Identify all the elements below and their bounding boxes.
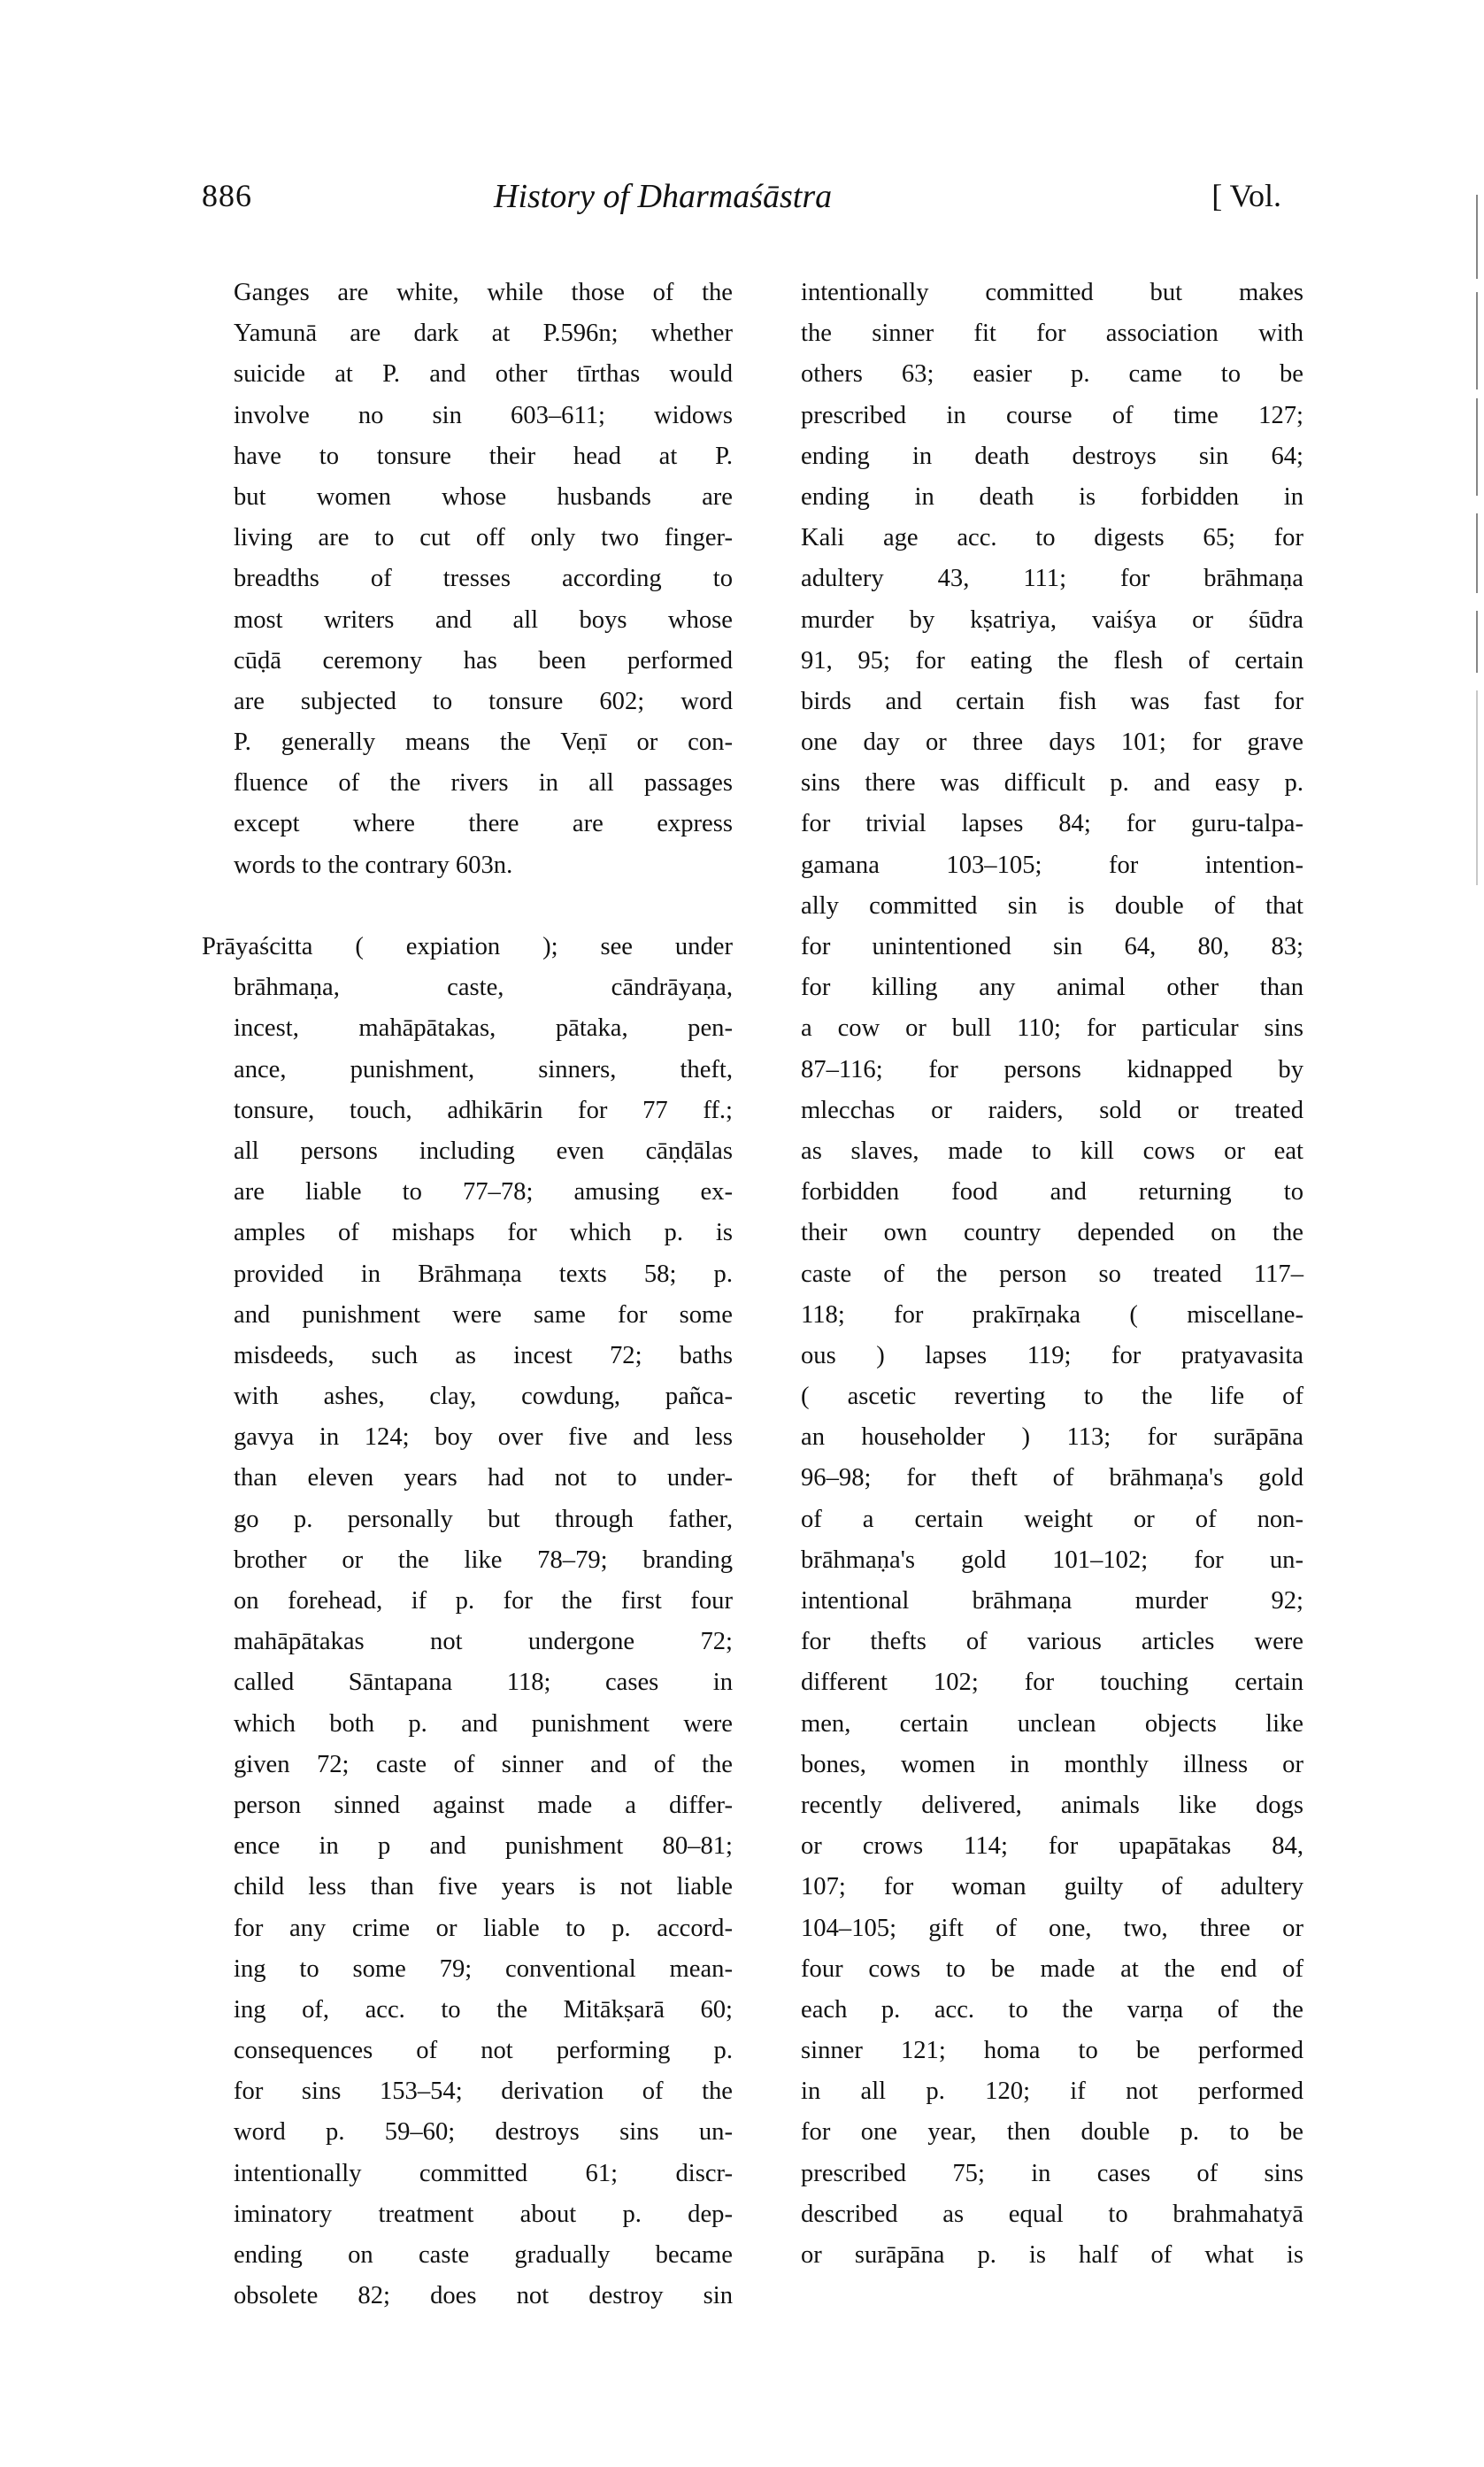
text-line: are liable to 77–78; amusing ex-: [234, 1178, 733, 1207]
text-line: for any crime or liable to p. accord-: [234, 1914, 733, 1942]
text-line: caste of the person so treated 117–: [801, 1260, 1303, 1288]
text-line: 118; for prakīrṇaka ( miscellane-: [801, 1300, 1303, 1329]
text-line: as slaves, made to kill cows or eat: [801, 1137, 1303, 1165]
scan-edge-mark: [1476, 195, 1478, 279]
text-line: called Sāntapana 118; cases in: [234, 1669, 733, 1697]
text-line: words to the contrary 603n.: [234, 851, 513, 879]
text-line: prescribed in course of time 127;: [801, 401, 1303, 429]
text-line: forbidden food and returning to: [801, 1178, 1303, 1207]
text-line: prescribed 75; in cases of sins: [801, 2159, 1303, 2187]
text-line: on forehead, if p. for the first four: [234, 1587, 733, 1615]
text-line: ing to some 79; conventional mean-: [234, 1954, 733, 1983]
text-line: ing of, acc. to the Mitākṣarā 60;: [234, 1995, 733, 2024]
text-line: misdeeds, such as incest 72; baths: [234, 1341, 733, 1369]
scan-edge-mark: [1476, 513, 1478, 593]
text-line: tonsure, touch, adhikārin for 77 ff.;: [234, 1096, 733, 1124]
text-line: their own country depended on the: [801, 1219, 1303, 1247]
text-line: intentionally committed but makes: [801, 279, 1303, 306]
text-line: mlecchas or raiders, sold or treated: [801, 1096, 1303, 1124]
text-line: consequences of not performing p.: [234, 2037, 733, 2065]
text-line: ending on caste gradually became: [234, 2241, 733, 2269]
text-line: brother or the like 78–79; branding: [234, 1546, 733, 1574]
index-entry-continuation: [801, 273, 1303, 2276]
text-line: each p. acc. to the varṇa of the: [801, 1995, 1303, 2024]
text-line: Kali age acc. to digests 65; for: [801, 524, 1303, 552]
scan-edge-mark: [1476, 292, 1478, 389]
text-line: described as equal to brahmahatyā: [801, 2200, 1303, 2228]
text-line: given 72; caste of sinner and of the: [234, 1750, 733, 1778]
text-line: ous ) lapses 119; for pratyavasita: [801, 1341, 1303, 1369]
scan-edge-mark: [1476, 611, 1478, 673]
text-line: cūḍā ceremony has been performed: [234, 646, 733, 675]
text-line: word p. 59–60; destroys sins un-: [234, 2118, 733, 2147]
text-line: go p. personally but through father,: [234, 1505, 733, 1533]
text-line: one day or three days 101; for grave: [801, 729, 1303, 757]
text-line: involve no sin 603–611; widows: [234, 401, 733, 429]
text-line: adultery 43, 111; for brāhmaṇa: [801, 565, 1303, 593]
text-line: most writers and all boys whose: [234, 605, 733, 634]
text-line: obsolete 82; does not destroy sin: [234, 2282, 733, 2310]
index-entry-prayascitta: [202, 927, 733, 2317]
scan-edge-mark: [1476, 690, 1478, 885]
text-line: ending in death destroys sin 64;: [801, 442, 1303, 470]
text-line: Yamunā are dark at P.596n; whether: [234, 320, 733, 348]
text-line: of a certain weight or of non-: [801, 1505, 1303, 1533]
text-line: 96–98; for theft of brāhmaṇa's gold: [801, 1464, 1303, 1492]
text-line: Prāyaścitta ( expiation ); see under: [202, 933, 733, 960]
text-line: for one year, then double p. to be: [801, 2118, 1303, 2147]
volume-mark: [ Vol.: [1211, 178, 1281, 213]
text-line: for thefts of various articles were: [801, 1628, 1303, 1656]
scan-edge-mark: [1476, 398, 1478, 496]
text-line: all persons including even cāṇḍālas: [234, 1137, 733, 1165]
text-line: Ganges are white, while those of the: [234, 279, 733, 306]
text-line: which both p. and punishment were: [234, 1709, 733, 1738]
text-line: ance, punishment, sinners, theft,: [234, 1055, 733, 1083]
text-line: brāhmaṇa's gold 101–102; for un-: [801, 1546, 1303, 1574]
text-line: intentionally committed 61; discr-: [234, 2159, 733, 2187]
text-line: 107; for woman guilty of adultery: [801, 1873, 1303, 1901]
running-head: [202, 177, 1281, 230]
text-line: gamana 103–105; for intention-: [801, 851, 1303, 879]
text-line: others 63; easier p. came to be: [801, 360, 1303, 389]
text-line: in all p. 120; if not performed: [801, 2078, 1303, 2106]
text-line: person sinned against made a differ-: [234, 1791, 733, 1819]
text-line: the sinner fit for association with: [801, 320, 1303, 348]
text-line: or surāpāna p. is half of what is: [801, 2241, 1303, 2269]
text-line: murder by kṣatriya, vaiśya or śūdra: [801, 605, 1303, 634]
text-line: 104–105; gift of one, two, three or: [801, 1914, 1303, 1942]
text-line: ( ascetic reverting to the life of: [801, 1383, 1303, 1411]
text-line: except where there are express: [234, 810, 733, 838]
text-line: sins there was difficult p. and easy p.: [801, 769, 1303, 798]
text-line: are subjected to tonsure 602; word: [234, 687, 733, 715]
text-line: an householder ) 113; for surāpāna: [801, 1423, 1303, 1452]
text-line: fluence of the rivers in all passages: [234, 769, 733, 798]
text-line: but women whose husbands are: [234, 482, 733, 511]
right-column: [801, 273, 1303, 2276]
text-line: for killing any animal other than: [801, 974, 1303, 1002]
text-line: four cows to be made at the end of: [801, 1954, 1303, 1983]
text-line: breadths of tresses according to: [234, 565, 733, 593]
text-line: 87–116; for persons kidnapped by: [801, 1055, 1303, 1083]
text-line: ally committed sin is double of that: [801, 891, 1303, 920]
text-line: iminatory treatment about p. dep-: [234, 2200, 733, 2228]
text-line: ending in death is forbidden in: [801, 482, 1303, 511]
text-line: gavya in 124; boy over five and less: [234, 1423, 733, 1452]
text-line: suicide at P. and other tīrthas would: [234, 360, 733, 389]
text-line: bones, women in monthly illness or: [801, 1750, 1303, 1778]
text-line: men, certain unclean objects like: [801, 1709, 1303, 1738]
text-line: different 102; for touching certain: [801, 1669, 1303, 1697]
text-line: for sins 153–54; derivation of the: [234, 2078, 733, 2106]
text-line: with ashes, clay, cowdung, pañca-: [234, 1383, 733, 1411]
text-line: amples of mishaps for which p. is: [234, 1219, 733, 1247]
text-line: sinner 121; homa to be performed: [801, 2037, 1303, 2065]
text-line: intentional brāhmaṇa murder 92;: [801, 1587, 1303, 1615]
text-line: for unintentioned sin 64, 80, 83;: [801, 933, 1303, 960]
text-line: or crows 114; for upapātakas 84,: [801, 1832, 1303, 1861]
text-line: child less than five years is not liable: [234, 1873, 733, 1901]
left-column: [202, 273, 733, 2317]
text-line: provided in Brāhmaṇa texts 58; p.: [234, 1260, 733, 1288]
text-line: have to tonsure their head at P.: [234, 442, 733, 470]
text-line: and punishment were same for some: [234, 1300, 733, 1329]
continuation-paragraph: [202, 273, 733, 886]
text-line: birds and certain fish was fast for: [801, 687, 1303, 715]
text-line: ence in p and punishment 80–81;: [234, 1832, 733, 1861]
text-line: living are to cut off only two finger-: [234, 524, 733, 552]
paragraph-gap: [202, 886, 733, 927]
text-line: than eleven years had not to under-: [234, 1464, 733, 1492]
text-line: 91, 95; for eating the flesh of certain: [801, 646, 1303, 675]
text-line: mahāpātakas not undergone 72;: [234, 1628, 733, 1656]
page-number: 886: [202, 178, 252, 213]
text-line: incest, mahāpātakas, pātaka, pen-: [234, 1014, 733, 1043]
text-line: P. generally means the Veṇī or con-: [234, 729, 733, 757]
text-line: a cow or bull 110; for particular sins: [801, 1014, 1303, 1043]
text-line: for trivial lapses 84; for guru-talpa-: [801, 810, 1303, 838]
text-line: brāhmaṇa, caste, cāndrāyaṇa,: [234, 974, 733, 1002]
text-line: recently delivered, animals like dogs: [801, 1791, 1303, 1819]
running-title: History of Dharmaśāstra: [494, 178, 833, 215]
